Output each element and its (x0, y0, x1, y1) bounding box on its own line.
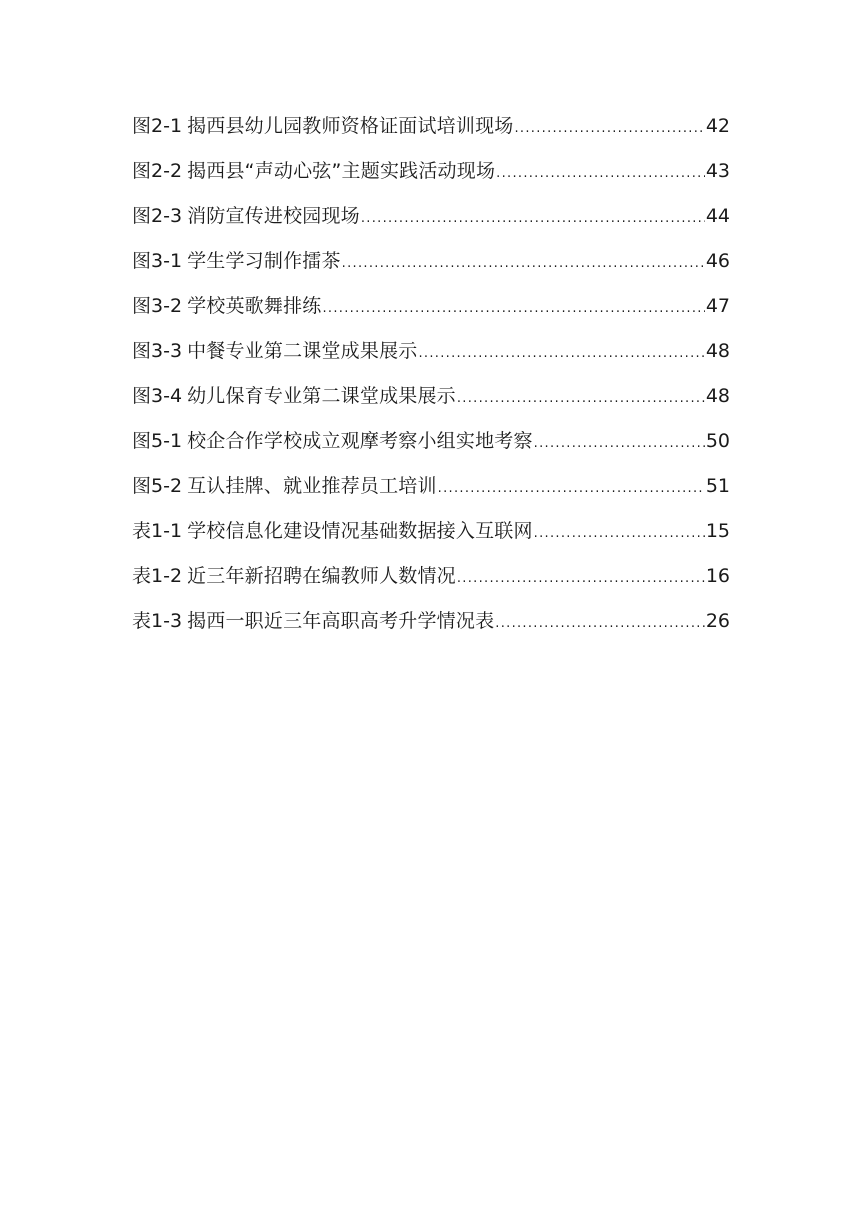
toc-entry[interactable] (132, 284, 730, 329)
dot-leader (361, 196, 705, 241)
toc-entry-number: 2-3 (151, 205, 183, 227)
toc-entry[interactable] (132, 464, 730, 509)
toc-entry[interactable] (132, 509, 730, 554)
toc-entry-prefix: 图 (132, 115, 152, 137)
toc-entry-title: 互认挂牌、就业推荐员工培训 (187, 475, 437, 497)
toc-entry-page: 16 (705, 565, 730, 587)
toc-entry-title: 中餐专业第二课堂成果展示 (187, 340, 418, 362)
toc-entry-page: 51 (705, 475, 730, 497)
dot-leader (514, 106, 704, 151)
toc-entry-title: 揭西县幼儿园教师资格证面试培训现场 (187, 115, 514, 137)
toc-entry-number: 3-3 (151, 340, 183, 362)
toc-entry-page: 44 (705, 205, 730, 227)
toc-entry-prefix: 图 (132, 340, 152, 362)
toc-entry-prefix: 图 (132, 475, 152, 497)
toc-entry[interactable] (132, 194, 730, 239)
toc-entry[interactable] (132, 329, 730, 374)
dot-leader (342, 241, 705, 286)
toc-entry[interactable] (132, 419, 730, 464)
dot-leader (534, 421, 705, 466)
toc-entry-page: 43 (705, 160, 730, 182)
toc-entry[interactable] (132, 554, 730, 599)
toc-entry-prefix: 图 (132, 385, 152, 407)
toc-entry-prefix: 图 (132, 160, 152, 182)
toc-entry-number: 2-1 (151, 115, 183, 137)
toc-entry-page: 48 (705, 340, 730, 362)
toc-entry[interactable] (132, 104, 730, 149)
dot-leader (457, 376, 705, 421)
dot-leader (457, 556, 705, 601)
toc-entry-page: 50 (705, 430, 730, 452)
toc-entry-number: 3-4 (151, 385, 183, 407)
toc-entry-prefix: 图 (132, 205, 152, 227)
toc-entry-title: 学生学习制作擂茶 (187, 250, 341, 272)
toc-entry-number: 1-3 (151, 610, 183, 632)
toc-entry-prefix: 表 (132, 520, 152, 542)
toc-entry[interactable] (132, 599, 730, 644)
figure-table-list (132, 104, 730, 644)
dot-leader (438, 466, 705, 511)
toc-entry-page: 42 (705, 115, 730, 137)
dot-leader (534, 511, 705, 556)
toc-entry-title: 学校英歌舞排练 (187, 295, 322, 317)
toc-entry-number: 3-2 (151, 295, 183, 317)
toc-entry-page: 15 (705, 520, 730, 542)
toc-entry-page: 26 (705, 610, 730, 632)
toc-entry-prefix: 表 (132, 610, 152, 632)
toc-entry-prefix: 图 (132, 430, 152, 452)
toc-entry-prefix: 图 (132, 295, 152, 317)
dot-leader (418, 331, 704, 376)
toc-entry-number: 5-2 (151, 475, 183, 497)
toc-entry-title: 消防宣传进校园现场 (187, 205, 360, 227)
toc-entry-title: 揭西一职近三年高职高考升学情况表 (187, 610, 495, 632)
toc-entry-title: 校企合作学校成立观摩考察小组实地考察 (187, 430, 533, 452)
toc-entry-title: 幼儿保育专业第二课堂成果展示 (187, 385, 456, 407)
toc-entry-title: 近三年新招聘在编教师人数情况 (187, 565, 456, 587)
toc-entry-title: 学校信息化建设情况基础数据接入互联网 (187, 520, 533, 542)
toc-entry[interactable] (132, 149, 730, 194)
toc-entry-number: 1-1 (151, 520, 183, 542)
toc-entry[interactable] (132, 374, 730, 419)
toc-entry-prefix: 表 (132, 565, 152, 587)
toc-entry[interactable] (132, 239, 730, 284)
toc-entry-number: 1-2 (151, 565, 183, 587)
dot-leader (322, 286, 704, 331)
toc-entry-page: 48 (705, 385, 730, 407)
toc-entry-number: 3-1 (151, 250, 183, 272)
toc-entry-title: 揭西县“声动心弦”主题实践活动现场 (187, 160, 496, 182)
toc-entry-number: 2-2 (151, 160, 183, 182)
dot-leader (496, 151, 705, 196)
toc-entry-page: 47 (705, 295, 730, 317)
toc-entry-prefix: 图 (132, 250, 152, 272)
dot-leader (495, 601, 705, 646)
toc-entry-number: 5-1 (151, 430, 183, 452)
toc-entry-page: 46 (705, 250, 730, 272)
